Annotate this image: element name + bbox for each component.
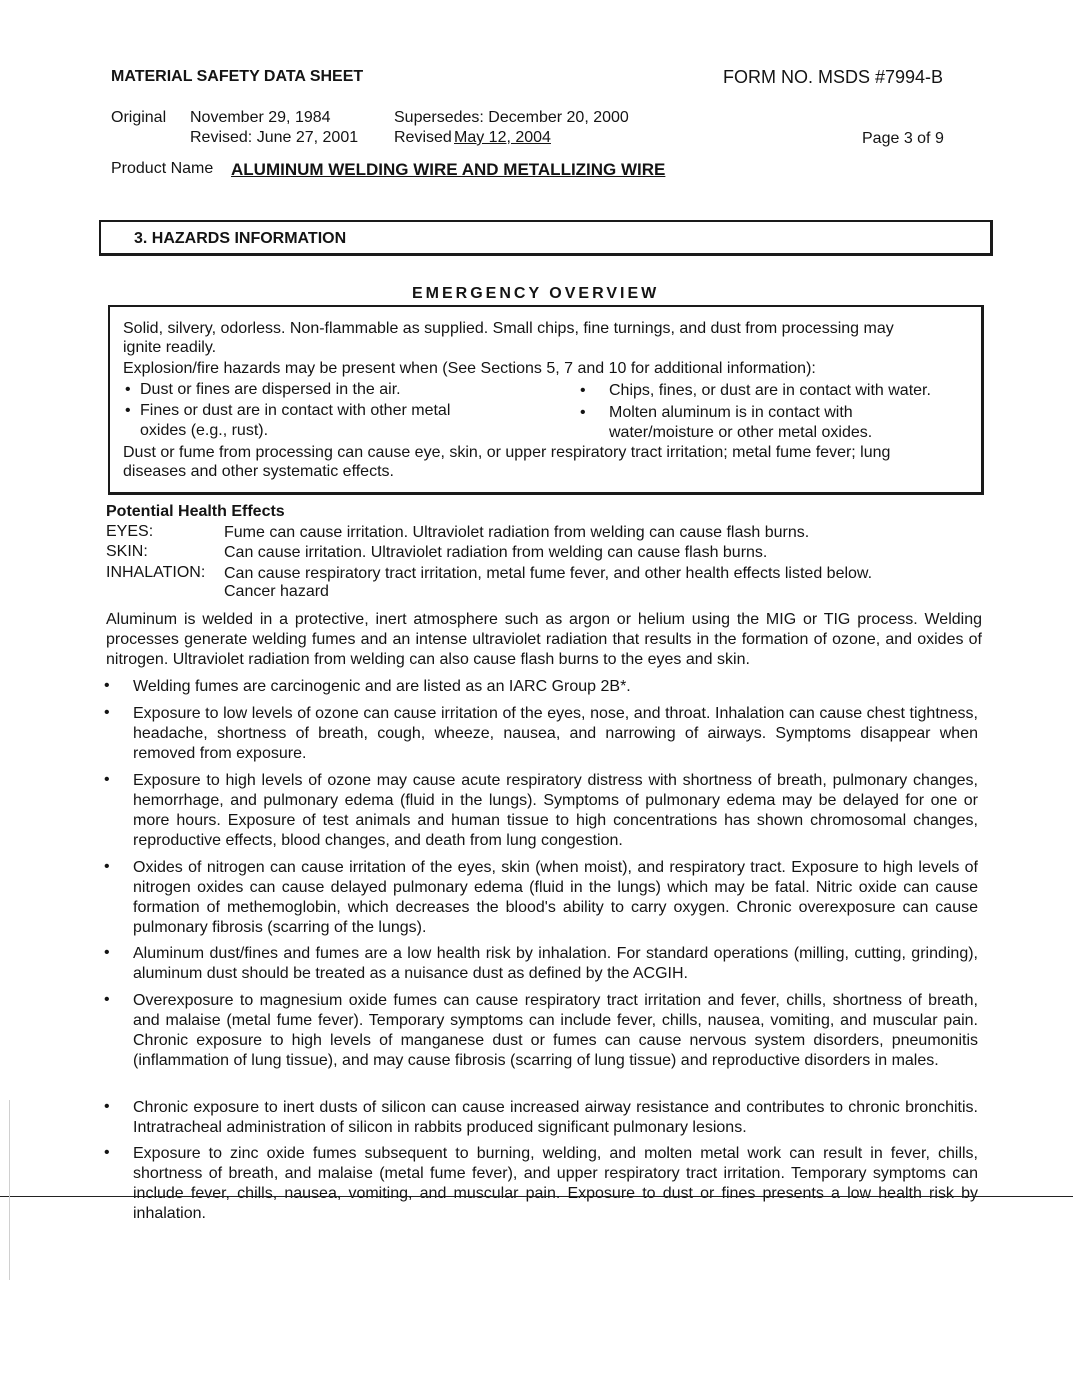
inhalation-label: INHALATION:: [106, 564, 206, 581]
page-number: Page 3 of 9: [862, 130, 944, 147]
section-heading: 3. HAZARDS INFORMATION: [134, 230, 347, 247]
health-bullet: Oxides of nitrogen can cause irritation of the eyes, skin (when moist), and respiratory tract. Exposure to high levels of nitrogen oxides can cause delayed pulmonary edema (fluid in the lungs) which may be fatal. Nitric oxide can cause formation of methemoglobin, which decreases the blood's ability to carry oxygen. Chronic overexposure can cause pulmonary fibrosis (scarring of the lungs).: [133, 859, 978, 936]
original-label: Original: [111, 109, 167, 126]
overview-bullet-left-2: Fines or dust are in contact with other metal: [140, 402, 451, 419]
overview-bullet-left-1: Dust or fines are dispersed in the air.: [140, 381, 401, 398]
bullet-icon: •: [580, 404, 586, 421]
supersedes-date: Supersedes: December 20, 2000: [394, 109, 629, 126]
bullet-icon: •: [104, 677, 110, 694]
health-bullet: Overexposure to magnesium oxide fumes can cause respiratory tract irritation and fever, chills, shortness of breath, and malaise (metal fume fever). Temporary symptoms can include fever, chills, nausea, vomiting, and muscular pain. Chronic exposure to high levels of manganese dust or fumes can cause nervous system disorders, pneumonitis (inflammation of lung tissue), and may cause fibrosis (scarring of lung tissue) and reproductive disorders in males.: [133, 992, 978, 1069]
bullet-icon: •: [580, 382, 586, 399]
health-bullet: Chronic exposure to inert dusts of silicon can cause increased airway resistance and contributes to chronic bronchitis. Intratracheal administration of silicon in rabbits produced significant pulmonary lesions.: [133, 1099, 978, 1136]
inhalation-text: Can cause respiratory tract irritation, metal fume fever, and other health effects listed below.: [224, 565, 873, 582]
skin-text: Can cause irritation. Ultraviolet radiation from welding can cause flash burns.: [224, 544, 768, 561]
overview-bullet-left-2-cont: oxides (e.g., rust).: [140, 422, 269, 439]
eyes-label: EYES:: [106, 523, 154, 540]
bullet-icon: •: [104, 1098, 110, 1115]
health-bullet: Exposure to high levels of ozone may cause acute respiratory distress with shortness of breath, pulmonary changes, hemorrhage, and pulmonary edema (fluid in the lungs). Symptoms of pulmonary edema may be delayed for one or more hours. Exposure of test animals and human tissue to high concentrations has shown chromosomal changes, reproductive effects, blood changes, and death from lung congestion.: [133, 772, 978, 849]
overview-line-3: Explosion/fire hazards may be present when (See Sections 5, 7 and 10 for additional information):: [123, 360, 816, 377]
bullet-icon: •: [104, 771, 110, 788]
emergency-overview-title: EMERGENCY OVERVIEW: [412, 285, 660, 302]
overview-bullet-right-1: Chips, fines, or dust are in contact with water.: [609, 382, 931, 399]
bullet-icon: •: [104, 944, 110, 961]
inhalation-text-2: Cancer hazard: [224, 583, 329, 600]
bullet-icon: •: [104, 858, 110, 875]
health-effects-heading: Potential Health Effects: [106, 503, 285, 520]
health-bullet: Aluminum dust/fines and fumes are a low health risk by inhalation. For standard operations (milling, cutting, grinding), aluminum dust should be treated as a nuisance dust as defined by the ACGIH.: [133, 945, 978, 982]
bullet-icon: •: [104, 991, 110, 1008]
health-intro-paragraph: Aluminum is welded in a protective, inert atmosphere such as argon or helium using the MIG or TIG process. Welding processes generate welding fumes and an intense ultraviolet radiation that results in the formation of ozone, and oxides of nitrogen. Ultraviolet radiation from welding can also cause flash burns to the eyes and skin.: [106, 611, 982, 668]
overview-line-2: ignite readily.: [123, 339, 217, 356]
product-name-label: Product Name: [111, 160, 214, 177]
revised-label-2: Revised: [394, 129, 452, 146]
scan-line: [0, 1196, 1073, 1197]
eyes-text: Fume can cause irritation. Ultraviolet radiation from welding can cause flash burns.: [224, 524, 810, 541]
overview-line-4: Dust or fume from processing can cause eye, skin, or upper respiratory tract irritation; metal fume fever; lung: [123, 444, 891, 461]
bullet-icon: •: [125, 402, 131, 419]
overview-line-5: diseases and other systematic effects.: [123, 463, 394, 480]
overview-bullet-right-2-cont: water/moisture or other metal oxides.: [609, 424, 873, 441]
revised-date-1: Revised: June 27, 2001: [190, 129, 359, 146]
health-bullet: Exposure to low levels of ozone can cause irritation of the eyes, nose, and throat. Inhalation can cause chest tightness, headache, shortness of breath, cough, wheeze, nausea, and narrowing of airways. Symptoms disappear when removed from exposure.: [133, 705, 978, 762]
bullet-icon: •: [104, 704, 110, 721]
bullet-icon: •: [125, 381, 131, 398]
overview-bullet-right-2: Molten aluminum is in contact with: [609, 404, 853, 421]
document-title: MATERIAL SAFETY DATA SHEET: [111, 68, 364, 85]
original-date: November 29, 1984: [190, 109, 331, 126]
form-number: FORM NO. MSDS #7994-B: [723, 67, 944, 87]
health-bullet: Exposure to zinc oxide fumes subsequent to burning, welding, and molten metal work can result in fever, chills, shortness of breath, and malaise (metal fume fever), and upper respiratory tract irritation. Temporary symptoms can include fever, chills, nausea, vomiting, and muscular pain. Exposure to dust or fines presents a low health risk by inhalation.: [133, 1145, 978, 1222]
skin-label: SKIN:: [106, 543, 148, 560]
health-bullet: Welding fumes are carcinogenic and are listed as an IARC Group 2B*.: [133, 678, 631, 695]
overview-line-1: Solid, silvery, odorless. Non-flammable as supplied. Small chips, fine turnings, and dust from processing may: [123, 320, 894, 337]
scan-edge-mark: [9, 1100, 10, 1280]
revised-date-2: May 12, 2004: [454, 129, 551, 146]
product-name: ALUMINUM WELDING WIRE AND METALLIZING WIRE: [231, 160, 666, 179]
bullet-icon: •: [104, 1144, 110, 1161]
